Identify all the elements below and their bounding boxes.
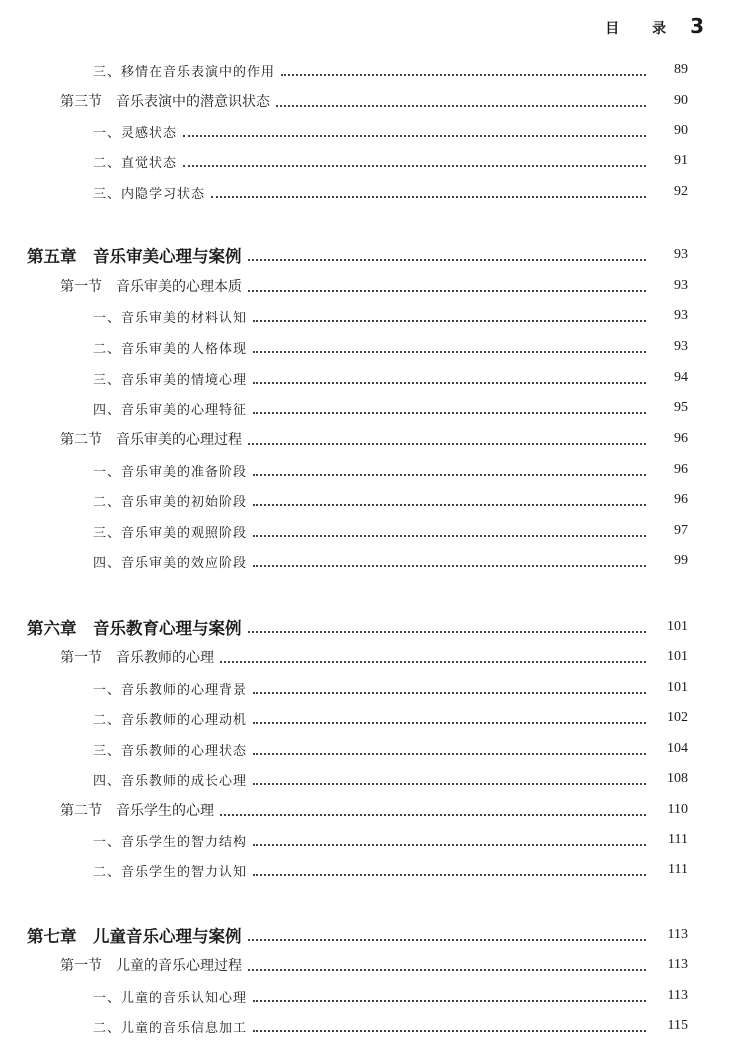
toc-item-row — [0, 305, 730, 327]
toc-entry-title: 三、音乐审美的观照阶段 — [93, 525, 248, 541]
dot-leader — [253, 474, 646, 476]
toc-entry-page: 93 — [674, 339, 688, 354]
dot-leader — [253, 504, 646, 506]
toc-entry-title: 一、音乐审美的准备阶段 — [93, 464, 248, 480]
header-title: 目 录 — [605, 21, 681, 37]
toc-section-row — [0, 646, 730, 668]
dot-leader — [253, 844, 646, 846]
toc-entry-page: 95 — [674, 400, 688, 415]
dot-leader — [253, 382, 646, 384]
toc-entry-page: 93 — [674, 247, 688, 262]
toc-entry-page: 104 — [667, 741, 688, 756]
toc-entry-page: 90 — [674, 93, 688, 108]
toc-item-row — [0, 336, 730, 358]
toc-entry-page: 101 — [667, 680, 688, 695]
dot-leader — [253, 535, 646, 537]
toc-entry-title: 第一节 儿童的音乐心理过程 — [60, 958, 242, 974]
toc-item-row — [0, 859, 730, 881]
toc-entry-title: 第一节 音乐审美的心理本质 — [60, 279, 242, 295]
dot-leader — [253, 320, 646, 322]
dot-leader — [253, 1000, 646, 1002]
dot-leader — [253, 874, 646, 876]
dot-leader — [248, 969, 646, 971]
toc-item-row — [0, 550, 730, 572]
toc-entry-page: 92 — [674, 184, 688, 199]
toc-entry-title: 二、音乐审美的初始阶段 — [93, 494, 248, 510]
dot-leader — [253, 412, 646, 414]
toc-entry-title: 一、音乐教师的心理背景 — [93, 682, 248, 698]
toc-item-row — [0, 677, 730, 699]
toc-entry-page: 108 — [667, 771, 688, 786]
dot-leader — [248, 259, 647, 261]
toc-entry-page: 110 — [667, 802, 688, 817]
toc-chapter-row — [0, 616, 730, 638]
toc-entry-page: 111 — [668, 832, 688, 847]
toc-entry-title: 二、音乐审美的人格体现 — [93, 341, 248, 357]
toc-entry-title: 三、内隐学习状态 — [93, 186, 206, 202]
toc-entry-title: 第二节 音乐学生的心理 — [60, 803, 214, 819]
toc-entry-title: 二、音乐学生的智力认知 — [93, 864, 248, 880]
toc-entry-page: 89 — [674, 62, 688, 77]
toc-entry-title: 一、灵感状态 — [93, 125, 178, 141]
toc-chapter-row — [0, 244, 730, 266]
toc-entry-page: 113 — [667, 927, 688, 942]
toc-entry-page: 93 — [674, 278, 688, 293]
toc-entry-page: 97 — [674, 523, 688, 538]
toc-entry-page: 99 — [674, 553, 688, 568]
toc-entry-page: 102 — [667, 710, 688, 725]
toc-item-row — [0, 985, 730, 1007]
toc-item-row — [0, 1015, 730, 1037]
dot-leader — [276, 105, 646, 107]
toc-entry-title: 三、移情在音乐表演中的作用 — [93, 64, 276, 80]
dot-leader — [253, 753, 646, 755]
toc-entry-title: 一、音乐审美的材料认知 — [93, 310, 248, 326]
toc-item-row — [0, 150, 730, 172]
toc-item-row — [0, 829, 730, 851]
dot-leader — [253, 692, 646, 694]
toc-entry-title: 三、音乐教师的心理状态 — [93, 743, 248, 759]
toc-entry-page: 94 — [674, 370, 688, 385]
dot-leader — [220, 661, 646, 663]
toc-entry-page: 91 — [674, 153, 688, 168]
toc-item-row — [0, 489, 730, 511]
dot-leader — [248, 939, 647, 941]
toc-entry-page: 113 — [667, 988, 688, 1003]
dot-leader — [253, 783, 646, 785]
toc-item-row — [0, 59, 730, 81]
toc-entry-title: 三、音乐审美的情境心理 — [93, 372, 248, 388]
toc-item-row — [0, 768, 730, 790]
toc-item-row — [0, 707, 730, 729]
dot-leader — [253, 565, 646, 567]
dot-leader — [248, 290, 646, 292]
toc-entry-page: 101 — [667, 619, 688, 634]
toc-entry-page: 93 — [674, 308, 688, 323]
toc-entry-title: 第二节 音乐审美的心理过程 — [60, 432, 242, 448]
toc-item-row — [0, 120, 730, 142]
toc-item-row — [0, 459, 730, 481]
toc-section-row — [0, 90, 730, 112]
dot-leader — [281, 74, 646, 76]
toc-item-row — [0, 397, 730, 419]
toc-entry-title: 二、儿童的音乐信息加工 — [93, 1020, 248, 1036]
toc-entry-title: 第五章 音乐审美心理与案例 — [27, 247, 242, 266]
dot-leader — [220, 814, 646, 816]
toc-entry-page: 90 — [674, 123, 688, 138]
toc-entry-page: 96 — [674, 431, 688, 446]
toc-section-row — [0, 275, 730, 297]
toc-entry-title: 第七章 儿童音乐心理与案例 — [27, 927, 242, 946]
dot-leader — [253, 1030, 646, 1032]
toc-entry-title: 第六章 音乐教育心理与案例 — [27, 619, 242, 638]
toc-entry-page: 96 — [674, 462, 688, 477]
toc-item-row — [0, 520, 730, 542]
toc-item-row — [0, 367, 730, 389]
toc-entry-title: 四、音乐教师的成长心理 — [93, 773, 248, 789]
toc-entry-title: 四、音乐审美的心理特征 — [93, 402, 248, 418]
toc-entry-title: 一、儿童的音乐认知心理 — [93, 990, 248, 1006]
header-page-number: 3 — [690, 14, 704, 38]
dot-leader — [253, 722, 646, 724]
toc-section-row — [0, 799, 730, 821]
dot-leader — [183, 165, 646, 167]
toc-entry-title: 四、音乐审美的效应阶段 — [93, 555, 248, 571]
toc-section-row — [0, 954, 730, 976]
dot-leader — [183, 135, 646, 137]
toc-entry-title: 一、音乐学生的智力结构 — [93, 834, 248, 850]
toc-entry-page: 96 — [674, 492, 688, 507]
dot-leader — [253, 351, 646, 353]
dot-leader — [248, 631, 647, 633]
toc-section-row — [0, 428, 730, 450]
toc-chapter-row — [0, 924, 730, 946]
toc-entry-page: 111 — [668, 862, 688, 877]
toc-entry-page: 115 — [667, 1018, 688, 1033]
running-header — [605, 14, 704, 38]
toc-item-row — [0, 738, 730, 760]
toc-entry-title: 第一节 音乐教师的心理 — [60, 650, 214, 666]
dot-leader — [211, 196, 646, 198]
toc-entry-page: 101 — [667, 649, 688, 664]
toc-entry-title: 二、直觉状态 — [93, 155, 178, 171]
toc-item-row — [0, 181, 730, 203]
toc-entry-title: 第三节 音乐表演中的潜意识状态 — [60, 94, 270, 110]
dot-leader — [248, 443, 646, 445]
toc-entry-title: 二、音乐教师的心理动机 — [93, 712, 248, 728]
toc-entry-page: 113 — [667, 957, 688, 972]
